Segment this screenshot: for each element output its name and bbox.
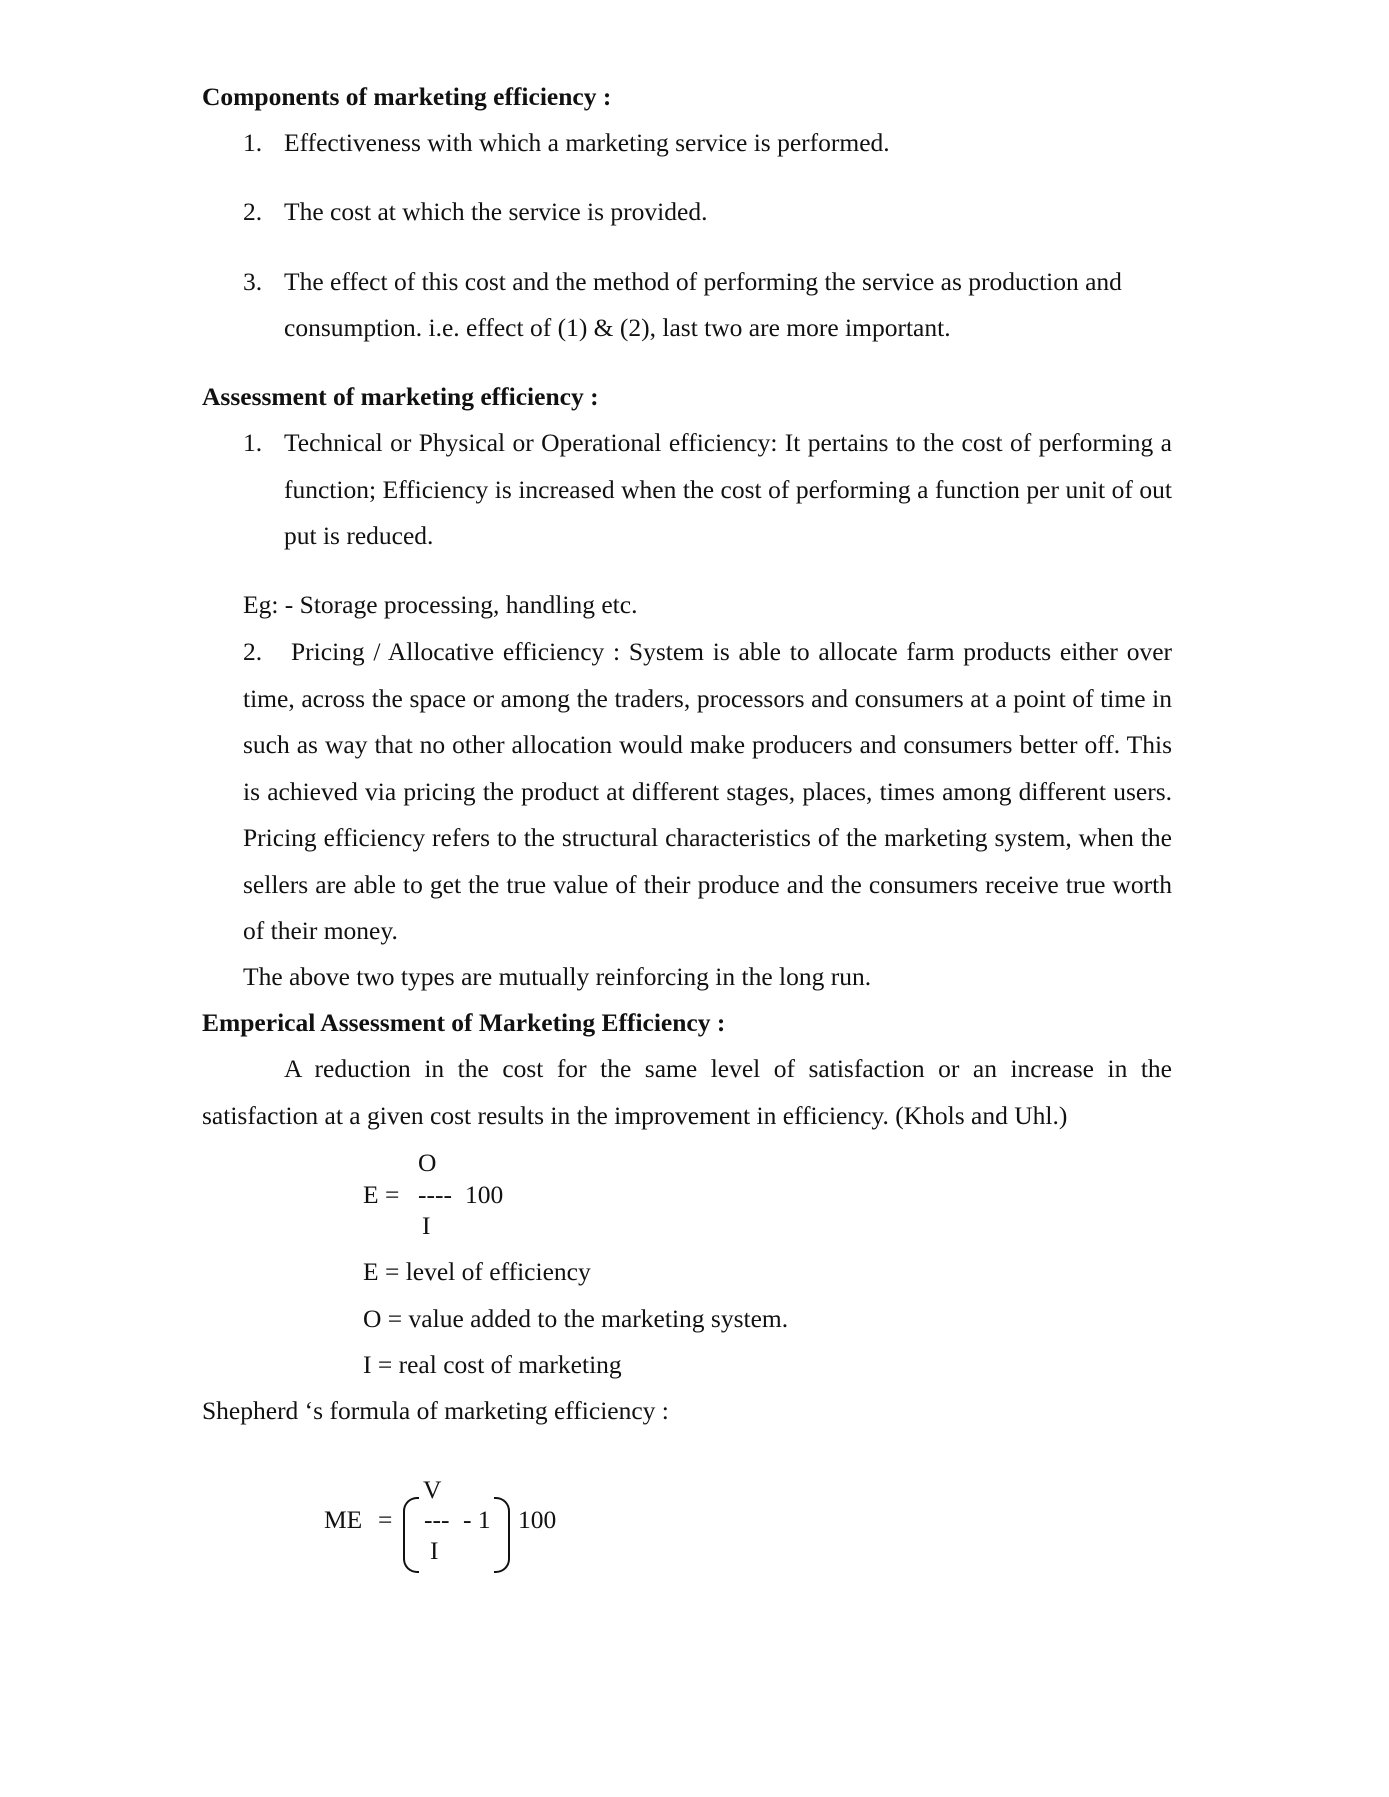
formula-denominator: I <box>430 1536 439 1565</box>
components-item-3 <box>243 267 1122 297</box>
item-number: 3. <box>243 267 263 296</box>
item-number: 2. <box>243 197 263 226</box>
item-number: 2. <box>243 637 263 666</box>
shepherd-heading: Shepherd ‘s formula of marketing efficiency : <box>202 1396 669 1425</box>
formula-minus-one: - 1 <box>463 1505 491 1534</box>
empirical-paragraph: A reduction in the cost for the same level of satisfaction or an increase in the satisfaction at a given cost results in the improvement in efficiency. (Khols and Uhl.) <box>202 1054 1172 1130</box>
formula-equals: = <box>378 1505 393 1534</box>
left-parenthesis <box>403 1497 419 1573</box>
definition-o: O = value added to the marketing system. <box>363 1304 789 1333</box>
item-text: Effectiveness with which a marketing service is performed. <box>284 128 890 157</box>
formula-multiplier: 100 <box>518 1505 557 1534</box>
item-number: 1. <box>243 128 263 157</box>
formula-lhs: ME <box>324 1505 363 1534</box>
components-item-3-continuation: consumption. i.e. effect of (1) & (2), last two are more important. <box>284 313 951 342</box>
empirical-heading: Emperical Assessment of Marketing Efficiency : <box>202 1008 726 1037</box>
formula-numerator: O <box>418 1148 437 1177</box>
components-heading: Components of marketing efficiency : <box>202 82 612 111</box>
formula-bar: ---- <box>418 1180 452 1209</box>
item-text: The cost at which the service is provided. <box>284 197 708 226</box>
formula-bar: --- <box>424 1505 450 1534</box>
assessment-item-1-number: 1. <box>243 428 263 457</box>
definition-i: I = real cost of marketing <box>363 1350 622 1379</box>
assessment-heading: Assessment of marketing efficiency : <box>202 382 599 411</box>
right-parenthesis <box>494 1497 510 1573</box>
formula-lhs: E = <box>363 1180 400 1209</box>
assessment-item-1-text: Technical or Physical or Operational efficiency: It pertains to the cost of performing a function; Efficiency is increased when the cost of performing a function per unit of out put is reduced. <box>284 428 1172 550</box>
components-item-1 <box>243 128 890 158</box>
assessment-item-2 <box>243 629 1172 955</box>
item-text: The effect of this cost and the method of performing the service as production and <box>284 267 1122 296</box>
item-text: Pricing / Allocative efficiency : System is able to allocate farm products either over time, across the space or among the traders, processors and consumers at a point of time in such as way that no other allocation would make producers and consumers better off. This is achieved via pricing the product at different stages, places, times among different users. Pricing efficiency refers to the structural characteristics of the marketing system, when the sellers are able to get the true value of their produce and the consumers receive true worth of their money. <box>243 637 1172 945</box>
formula-multiplier: 100 <box>465 1180 504 1209</box>
example-text: Eg: - Storage processing, handling etc. <box>243 590 638 619</box>
definition-e: E = level of efficiency <box>363 1257 591 1286</box>
formula-numerator: V <box>423 1475 442 1504</box>
components-item-2 <box>243 197 707 227</box>
closing-text: The above two types are mutually reinforcing in the long run. <box>243 962 872 991</box>
formula-denominator: I <box>422 1211 431 1240</box>
